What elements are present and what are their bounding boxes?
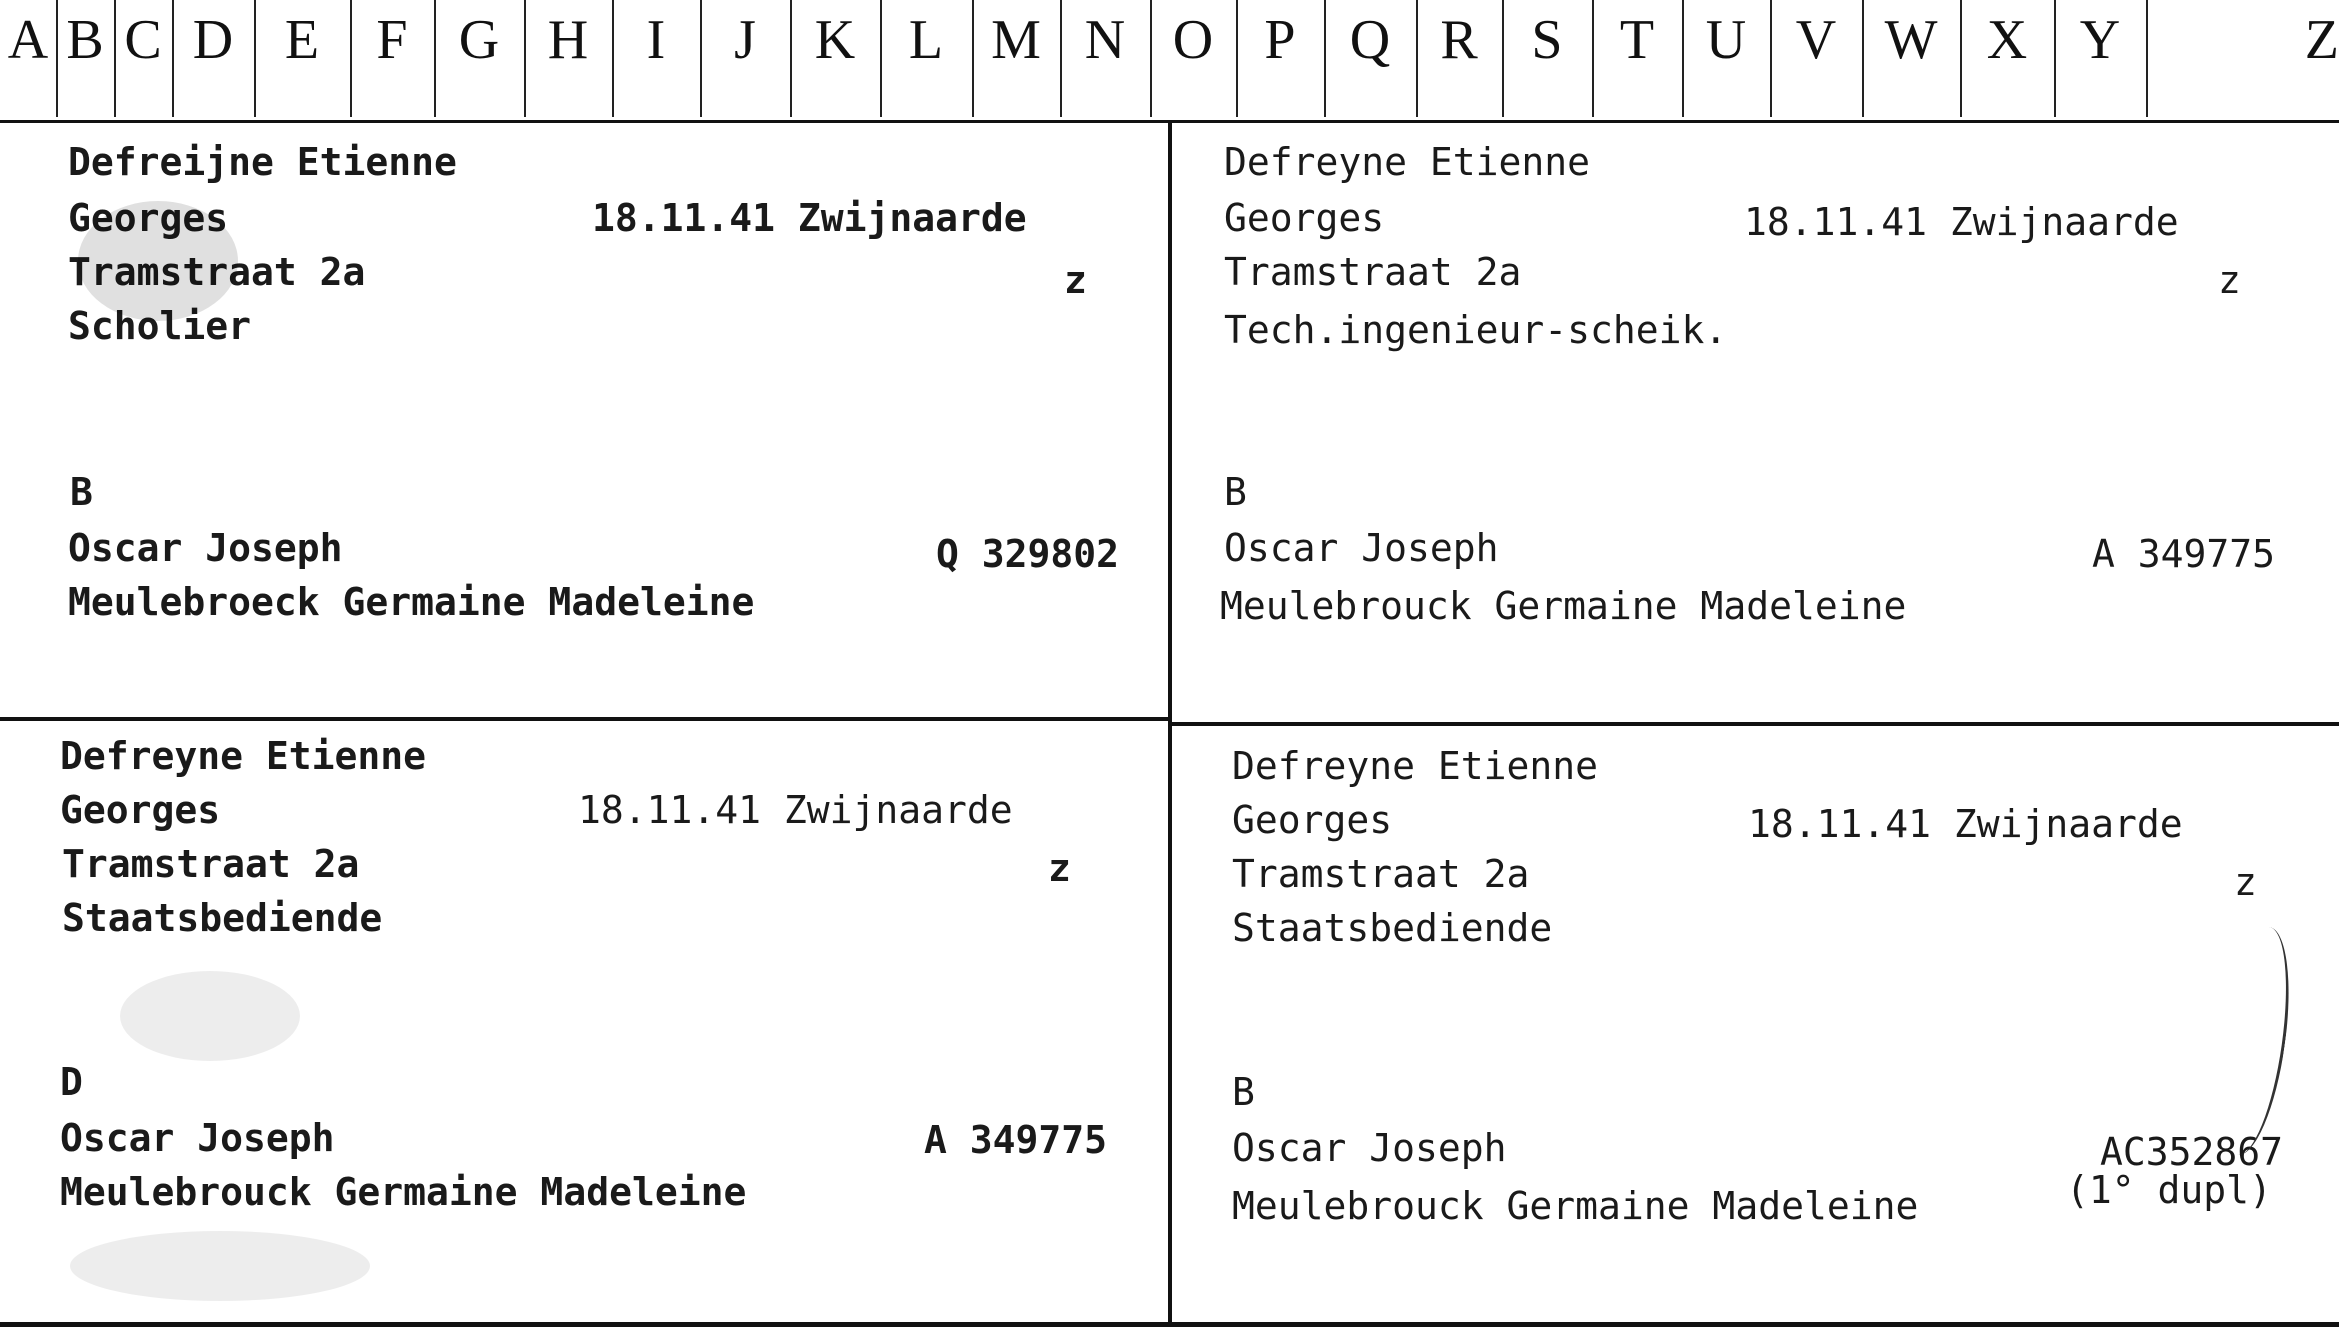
bottom-edge-line bbox=[0, 1322, 2339, 1327]
index-letter-t: T bbox=[1592, 0, 1684, 117]
index-letter-e: E bbox=[254, 0, 352, 117]
ink-smudge bbox=[120, 971, 300, 1061]
index-letter-b: B bbox=[56, 0, 116, 117]
card-doc-number: AC352867 bbox=[2100, 1130, 2284, 1174]
ink-smudge bbox=[70, 1231, 370, 1301]
card-mother: Meulebroeck Germaine Madeleine bbox=[68, 580, 755, 624]
card-surname-line: Defreyne Etienne bbox=[60, 734, 427, 778]
index-letter-z: Z bbox=[2304, 9, 2339, 71]
card-mother: Meulebrouck Germaine Madeleine bbox=[60, 1170, 747, 1214]
alphabet-index-strip bbox=[0, 0, 2339, 123]
card-given-name: Georges bbox=[60, 788, 221, 832]
card-mother: Meulebrouck Germaine Madeleine bbox=[1232, 1184, 1919, 1228]
index-letter-d: D bbox=[172, 0, 256, 117]
card-surname-line: Defreijne Etienne bbox=[68, 140, 457, 184]
card-given-name: Georges bbox=[68, 196, 229, 240]
card-doc-number: A 349775 bbox=[924, 1118, 1108, 1162]
index-letter-j: J bbox=[700, 0, 792, 117]
card-street: Tramstraat 2a bbox=[68, 250, 366, 294]
index-card-bottom-left bbox=[0, 721, 1168, 1322]
card-category: B bbox=[1232, 1070, 1255, 1114]
index-letter-k: K bbox=[790, 0, 882, 117]
index-letter-g: G bbox=[434, 0, 526, 117]
card-surname-line: Defreyne Etienne bbox=[1232, 744, 1599, 788]
index-letter-n: N bbox=[1060, 0, 1152, 117]
index-card-top-right bbox=[1172, 123, 2339, 722]
index-letter-u: U bbox=[1682, 0, 1772, 117]
card-status-code: z bbox=[2218, 258, 2241, 302]
index-card-bottom-right bbox=[1172, 726, 2339, 1322]
index-letter-o: O bbox=[1150, 0, 1238, 117]
card-category: B bbox=[1224, 470, 1247, 514]
card-father: Oscar Joseph bbox=[68, 526, 343, 570]
card-surname-line: Defreyne Etienne bbox=[1224, 140, 1591, 184]
card-birth: 18.11.41 Zwijnaarde bbox=[1744, 200, 2179, 244]
card-category: D bbox=[60, 1060, 83, 1104]
card-street: Tramstraat 2a bbox=[1224, 250, 1522, 294]
card-status-code: z bbox=[2234, 860, 2257, 904]
card-father: Oscar Joseph bbox=[1232, 1126, 1507, 1170]
index-letter-y: Y bbox=[2054, 0, 2148, 117]
card-given-name: Georges bbox=[1224, 196, 1385, 240]
index-letter-v: V bbox=[1770, 0, 1864, 117]
card-doc-number: A 349775 bbox=[2092, 532, 2276, 576]
card-street: Tramstraat 2a bbox=[1232, 852, 1530, 896]
card-birth: 18.11.41 Zwijnaarde bbox=[578, 788, 1013, 832]
card-mother: Meulebrouck Germaine Madeleine bbox=[1220, 584, 1907, 628]
index-letter-s: S bbox=[1502, 0, 1594, 117]
index-letter-l: L bbox=[880, 0, 974, 117]
index-letter-x: X bbox=[1960, 0, 2056, 117]
card-birth: 18.11.41 Zwijnaarde bbox=[1748, 802, 2183, 846]
card-duplicate-note: (1° dupl) bbox=[2066, 1168, 2272, 1212]
index-letter-i: I bbox=[612, 0, 702, 117]
card-given-name: Georges bbox=[1232, 798, 1393, 842]
ink-smudge bbox=[78, 201, 238, 321]
index-letter-p: P bbox=[1236, 0, 1326, 117]
index-letter-r: R bbox=[1416, 0, 1504, 117]
index-letter-a: A bbox=[0, 0, 58, 117]
card-occupation: Staatsbediende bbox=[62, 896, 383, 940]
card-doc-number: Q 329802 bbox=[936, 532, 1120, 576]
index-letter-w: W bbox=[1862, 0, 1962, 117]
card-status-code: z bbox=[1048, 846, 1071, 890]
index-letter-m: M bbox=[972, 0, 1062, 117]
index-letter-q: Q bbox=[1324, 0, 1418, 117]
index-letter-c: C bbox=[114, 0, 174, 117]
index-card-top-left bbox=[0, 123, 1168, 717]
card-father: Oscar Joseph bbox=[1224, 526, 1499, 570]
handwritten-pen-stroke bbox=[2206, 923, 2300, 1160]
card-father: Oscar Joseph bbox=[60, 1116, 335, 1160]
card-occupation: Staatsbediende bbox=[1232, 906, 1553, 950]
card-category: B bbox=[70, 470, 93, 514]
card-birth: 18.11.41 Zwijnaarde bbox=[592, 196, 1027, 240]
card-occupation: Scholier bbox=[68, 304, 252, 348]
card-occupation: Tech.ingenieur-scheik. bbox=[1224, 308, 1728, 352]
index-letter-f: F bbox=[350, 0, 436, 117]
card-street: Tramstraat 2a bbox=[62, 842, 360, 886]
card-status-code: z bbox=[1064, 258, 1087, 302]
index-letter-h: H bbox=[524, 0, 614, 117]
